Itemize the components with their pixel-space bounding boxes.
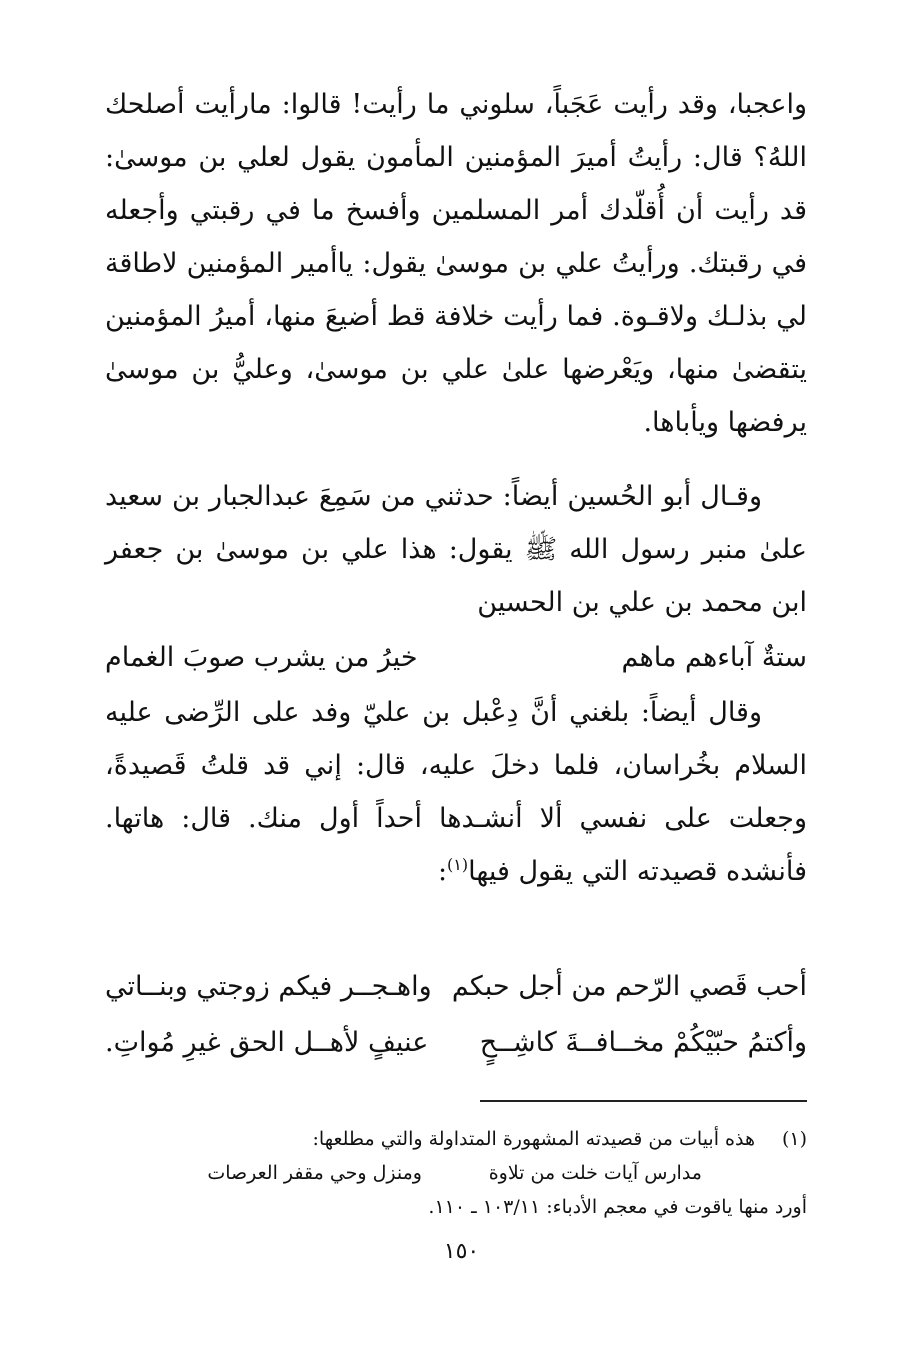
verse-second-hemistich: خيرُ من يشرب صوبَ الغمام	[105, 642, 418, 673]
poem-first-hemistich: وأكتمُ حبّيْكُمْ مخــافــةَ كاشِــحٍ	[479, 1027, 807, 1058]
paragraph-3	[105, 686, 807, 898]
paragraph-2: وقـال أبو الحُسين أيضاً: حدثني من سَمِعَ عبدالجبار بن سعيد علىٰ منبر رسول الله ﷺ يقول: هذا علي بن موسىٰ بن جعفر ابن محمد بن علي بن الحسين	[105, 481, 807, 618]
poem-second-hemistich: عنيفٍ لأهــل الحق غيرِ مُواتِ.	[105, 1027, 429, 1058]
poem-line	[105, 959, 807, 1015]
footnote-verse-first: مدارس آيات خلت من تلاوة	[488, 1162, 702, 1184]
paragraph-1: واعجبا، وقد رأيت عَجَباً، سلوني ما رأيت! قالوا: مارأيت أصلحك اللهُ؟ قال: رأيتُ أميرَ المؤمنين المأمون يقول لعلي بن موسىٰ: قد رأيت أن أُقلّدك أمر المسلمين وأفسخ ما في رقبتي وأجعله في رقبتك. ورأيتُ علي بن موسىٰ يقول: ياأمير المؤمنين لاطاقة لي بذلـك ولاقـوة. فما رأيت خلافة قط أضيعَ منها، أميرُ المؤمنين يتقضىٰ منها، ويَعْرضها علىٰ علي بن موسىٰ، وعليُّ بن موسىٰ يرفضها ويأباها.	[105, 89, 807, 438]
paragraph-3-text: وقال أيضاً: بلغني أنَّ دِعْبل بن عليّ وفد على الرِّضى عليه السلام بخُراسان، فلما دخلَ عليه، قال: إني قد قلتُ قَصيدةً، وجعلت على نفسي ألا أنشـدها أحداً أول منك. قال: هاتها. فأنشده قصيدته التي يقول فيها	[105, 697, 807, 887]
footnote-separator	[480, 1100, 807, 1102]
verse-first-hemistich: ستةٌ آباءهم ماهم	[621, 642, 807, 673]
footnotes	[105, 1122, 807, 1224]
footnote-reference: (١)	[447, 855, 469, 874]
footnote-text: هذه أبيات من قصيدته المشهورة المتداولة والتي مطلعها:	[312, 1128, 755, 1150]
footnote-number: (١)	[781, 1128, 807, 1150]
verse-line	[105, 631, 807, 684]
poem	[105, 959, 807, 1071]
poem-first-hemistich: أحب قَصي الرّحم من أجل حبكم	[451, 971, 807, 1002]
poem-second-hemistich: واهـجــر فيكم زوجتي وبنــاتي	[105, 971, 432, 1002]
poem-line	[105, 1015, 807, 1071]
footnote-source-line	[105, 1190, 807, 1224]
page-number: ١٥٠	[443, 1239, 480, 1264]
footnote-line	[105, 1122, 807, 1156]
footnote-source: أورد منها ياقوت في معجم الأدباء: ١٠٣/١١ ـ ١١٠.	[428, 1196, 807, 1218]
footnote-verse	[105, 1156, 807, 1190]
paragraph-3-colon: :	[437, 856, 448, 887]
footnote-verse-second: ومنزل وحي مقفر العرصات	[207, 1162, 422, 1184]
